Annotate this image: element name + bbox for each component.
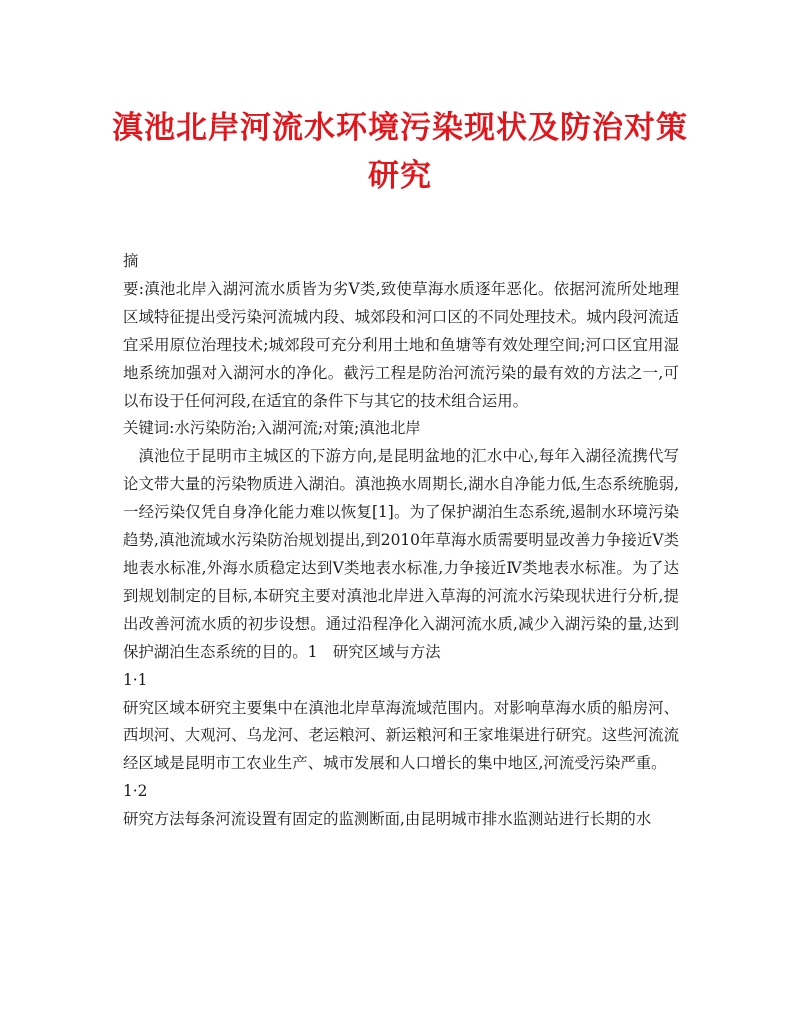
methods-paragraph: 研究方法每条河流设置有固定的监测断面,由昆明城市排水监测站进行长期的水: [123, 810, 652, 829]
study-area-paragraph: 研究区域本研究主要集中在滇池北岸草海流域范围内。对影响草海水质的船房河、西坝河、大观河、乌龙河、老运粮河、新运粮河和王家堆渠进行研究。这些河流流经区域是昆明市工农业生产、城市发展和人口增长的集中地区,河流受污染严重。: [123, 698, 679, 773]
abstract-heading: 摘: [123, 252, 139, 270]
section-number-1-1: 1·1: [123, 670, 148, 689]
keywords-line: 关键词:水污染防治;入湖河流;对策;滇池北岸: [123, 419, 421, 438]
document-title: 滇池北岸河流水环境污染现状及防治对策研究: [112, 110, 688, 194]
section-number-1-2: 1·2: [123, 782, 148, 801]
intro-paragraph: 滇池位于昆明市主城区的下游方向,是昆明盆地的汇水中心,每年入湖径流携代写论文带大量的污染物质进入湖泊。滇池换水周期长,湖水自净能力低,生态系统脆弱,一经污染仅凭自身净化能力难以恢复[1]。为了保护湖泊生态系统,遏制水环境污染趋势,滇池流域水污染防治规划提出,到2010年草海水质需要明显改善力争接近V类地表水标准,外海水质稳定达到V类地表水标准,力争接近Ⅳ类地表水标准。为了达到规划制定的目标,本研究主要对滇池北岸进入草海的河流水污染现状进行分析,提出改善河流水质的初步设想。通过沿程净化入湖河流水质,减少入湖污染的量,达到保护湖泊生态系统的目的。1 研究区域与方法: [123, 447, 679, 661]
abstract-paragraph: 要:滇池北岸入湖河流水质皆为劣V类,致使草海水质逐年恶化。依据河流所处地理区域特征提出受污染河流城内段、城郊段和河口区的不同处理技术。城内段河流适宜采用原位治理技术;城郊段可充分利用土地和鱼塘等有效处理空间;河口区宜用湿地系统加强对入湖河水的净化。截污工程是防治河流污染的最有效的方法之一,可以布设于任何河段,在适宜的条件下与其它的技术组合运用。: [123, 279, 679, 410]
document-body: [123, 248, 679, 834]
